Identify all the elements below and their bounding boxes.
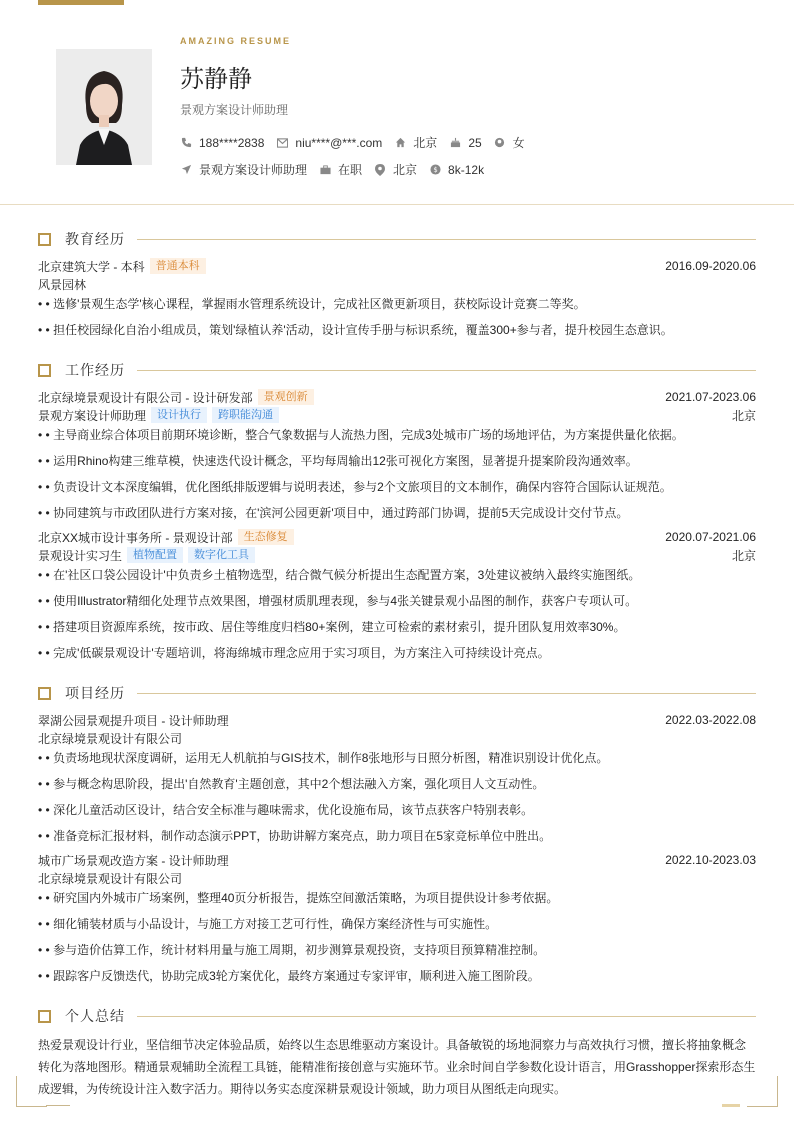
education-entry-header	[38, 257, 756, 275]
education-tag: 普通本科	[150, 258, 206, 274]
work-period: 2020.07-2021.06	[665, 530, 756, 544]
section-rule	[137, 239, 756, 240]
project-period: 2022.10-2023.03	[665, 853, 756, 867]
phone-item	[180, 136, 264, 150]
status-text: 在职	[338, 163, 363, 177]
home-icon	[394, 137, 406, 149]
square-bullet-icon	[38, 1010, 51, 1023]
work-city: 北京	[731, 408, 756, 423]
list-item: • • 运用Rhino构建三维草模，快速迭代设计概念，平均每周输出12张可视化方案图，显著提升提案阶段沟通效率。	[38, 454, 638, 468]
section-title: 工作经历	[65, 362, 125, 378]
phone-icon	[180, 137, 192, 149]
section-education-heading	[38, 231, 756, 247]
work-entry-header	[38, 388, 756, 406]
section-project-heading	[38, 685, 756, 701]
salary-icon	[429, 164, 441, 176]
work-role-row	[38, 546, 756, 564]
role-tag: 跨职能沟通	[212, 407, 279, 423]
summary-text: 热爱景观设计行业，坚信细节决定体验品质，始终以生态思维驱动方案设计。具备敏锐的场地洞察力与高效执行习惯，擅长将抽象概念转化为落地图形。精通景观辅助全流程工具链，能精准衔接创意与实施环节。业余时间自学参数化设计语言，用Grasshopper探索形态生成逻辑，为传统设计注入数字活力。期待以务实态度深耕景观设计领域，助力项目从图纸走向现实。	[38, 1038, 756, 1096]
education-major: 风景园林	[38, 277, 87, 292]
corner-decoration-left	[16, 1076, 47, 1107]
target-city-item	[374, 161, 417, 178]
mail-icon	[276, 137, 288, 149]
salary-item	[429, 163, 484, 177]
work-city: 北京	[731, 548, 756, 563]
target-city-text: 北京	[393, 163, 418, 177]
job-intent-row	[180, 161, 496, 178]
city-item	[394, 134, 437, 151]
project-entry-header	[38, 711, 756, 729]
section-work-heading	[38, 362, 756, 378]
education-period: 2016.09-2020.06	[665, 259, 756, 273]
project-name: 翠湖公园景观提升项目 - 设计师助理	[38, 713, 229, 728]
corner-decoration-left-rule	[46, 1105, 70, 1106]
svg-text:$: $	[432, 165, 438, 174]
list-item: • • 选修'景观生态学'核心课程，掌握雨水管理系统设计，完成社区微更新项目，获校际设计竞赛二等奖。	[38, 297, 586, 311]
salary-text: 8k-12k	[448, 162, 485, 177]
top-accent-bar	[38, 0, 124, 5]
list-item: • • 跟踪客户反馈迭代，协助完成3轮方案优化，最终方案通过专家评审，顺利进入施工图阶段。	[38, 969, 540, 983]
project-period: 2022.03-2022.08	[665, 713, 756, 727]
project-org: 北京绿境景观设计有限公司	[38, 871, 183, 886]
square-bullet-icon	[38, 364, 51, 377]
work-company: 北京XX城市设计事务所 - 景观设计部	[38, 530, 233, 545]
list-item: • • 使用Illustrator精细化处理节点效果图，增强材质肌理表现，参与4张关键景观小品图的制作，获客户专项认可。	[38, 594, 638, 608]
list-item: • • 参与造价估算工作，统计材料用量与施工周期，初步测算景观投资，支持项目预算精准控制。	[38, 943, 546, 957]
role-tag: 植物配置	[127, 547, 183, 563]
list-item: • • 负责设计文本深度编辑，优化图纸排版逻辑与说明表述，参与2个文旅项目的文本制作，确保内容符合国际认证规范。	[38, 480, 672, 494]
list-item: • • 完成'低碳景观设计'专题培训，将海绵城市理念应用于实习项目，为方案注入可持续设计亮点。	[38, 646, 550, 660]
education-major-row	[38, 275, 756, 293]
section-summary-heading	[38, 1008, 756, 1024]
project-name: 城市广场景观改造方案 - 设计师助理	[38, 853, 229, 868]
square-bullet-icon	[38, 233, 51, 246]
list-item: • • 负责场地现状深度调研，运用无人机航拍与GIS技术，制作8张地形与日照分析图，精准识别设计优化点。	[38, 751, 609, 765]
project-org-row	[38, 729, 756, 747]
list-item: • • 研究国内外城市广场案例，整理40页分析报告，提炼空间激活策略，为项目提供设计参考依据。	[38, 891, 559, 905]
send-icon	[180, 164, 192, 176]
square-bullet-icon	[38, 687, 51, 700]
role-tag: 设计执行	[151, 407, 207, 423]
school-degree: 北京建筑大学 - 本科	[38, 259, 145, 274]
header-divider	[0, 204, 794, 205]
location-pin-icon	[374, 164, 386, 176]
profile-photo	[56, 49, 152, 165]
status-item	[319, 161, 362, 178]
project-org: 北京绿境景观设计有限公司	[38, 731, 183, 746]
section-rule	[137, 370, 756, 371]
candidate-name: 苏静静	[180, 66, 252, 93]
gender-item	[494, 134, 525, 151]
section-rule	[137, 693, 756, 694]
project-entry-header	[38, 851, 756, 869]
gender-text: 女	[512, 136, 525, 150]
project-org-row	[38, 869, 756, 887]
cake-icon	[449, 137, 461, 149]
section-title: 项目经历	[65, 685, 125, 701]
list-item: • • 担任校园绿化自治小组成员，策划'绿植认养'活动，设计宣传手册与标识系统，覆盖300+参与者，提升校园生态意识。	[38, 323, 673, 337]
email-item	[276, 136, 382, 150]
list-item: • • 准备竞标汇报材料，制作动态演示PPT，协助讲解方案亮点，助力项目在5家竞标单位中胜出。	[38, 829, 552, 843]
briefcase-icon	[319, 164, 331, 176]
work-company: 北京绿境景观设计有限公司 - 设计研发部	[38, 390, 253, 405]
work-period: 2021.07-2023.06	[665, 390, 756, 404]
city-text: 北京	[413, 136, 438, 150]
work-tag: 景观创新	[258, 389, 314, 405]
list-item: • • 搭建项目资源库系统，按市政、居住等维度归档80+案例，建立可检索的素材索引，提升团队复用效率30%。	[38, 620, 626, 634]
list-item: • • 参与概念构思阶段，提出'自然教育'主题创意，其中2个想法融入方案，强化项目人文互动性。	[38, 777, 545, 791]
target-job-text: 景观方案设计师助理	[199, 163, 308, 177]
corner-decoration-right	[747, 1076, 778, 1107]
list-item: • • 深化儿童活动区设计，结合安全标准与趣味需求，优化设施布局，该节点获客户特别表彰。	[38, 803, 534, 817]
list-item: • • 细化铺装材质与小品设计，与施工方对接工艺可行性，确保方案经济性与可实施性。	[38, 917, 498, 931]
list-item: • • 在'社区口袋公园设计'中负责乡土植物选型，结合微气候分析提出生态配置方案，3处建议被纳入最终实施图纸。	[38, 568, 641, 582]
work-entry-header	[38, 528, 756, 546]
email-text: niu****@***.com	[295, 135, 383, 150]
corner-decoration-right-accent	[722, 1104, 740, 1107]
list-item: • • 协同建筑与市政团队进行方案对接，在'滨河公园更新'项目中，通过跨部门协调，提前5天完成设计交付节点。	[38, 506, 629, 520]
section-title: 个人总结	[65, 1008, 125, 1024]
work-role-row	[38, 406, 756, 424]
role-tag: 数字化工具	[188, 547, 255, 563]
age-item	[449, 136, 481, 150]
list-item: • • 主导商业综合体项目前期环境诊断，整合气象数据与人流热力图，完成3处城市广场的场地评估，为方案提供量化依据。	[38, 428, 684, 442]
section-title: 教育经历	[65, 231, 125, 247]
candidate-title: 景观方案设计师助理	[180, 103, 289, 117]
age-text: 25	[468, 135, 482, 150]
work-tag: 生态修复	[238, 529, 294, 545]
section-rule	[137, 1016, 756, 1017]
phone-text: 188****2838	[199, 135, 265, 150]
work-role: 景观方案设计师助理	[38, 408, 147, 423]
gender-icon	[494, 137, 506, 149]
contact-row	[180, 134, 537, 151]
work-role: 景观设计实习生	[38, 548, 123, 563]
target-job-item	[180, 161, 307, 178]
brand-label: AMAZING RESUME	[180, 36, 291, 46]
